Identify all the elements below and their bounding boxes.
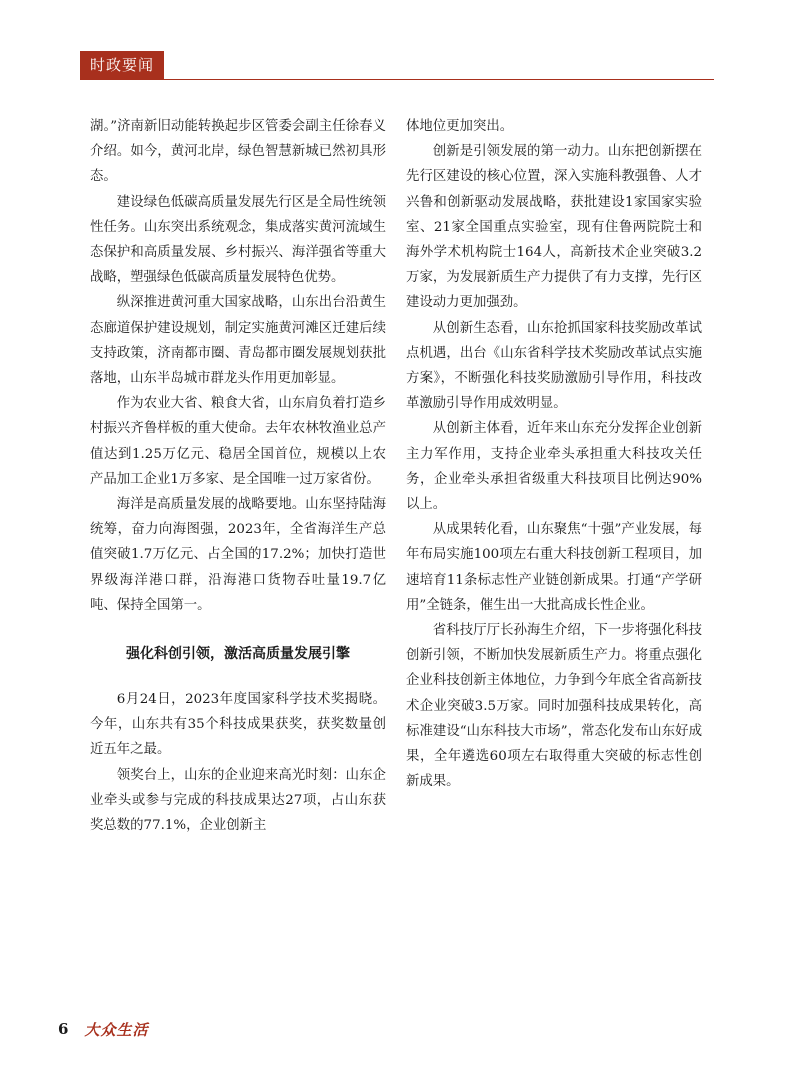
paragraph: 体地位更加突出。 <box>406 119 514 134</box>
paragraph: 6月24日，2023年度国家科学技术奖揭晓。今年，山东共有35个科技成果获奖，获奖数量创近五年之最。 <box>90 692 386 758</box>
paragraph: 领奖台上，山东的企业迎来高光时刻：山东企业牵头或参与完成的科技成果达27项，占山东获奖总数的77.1%，企业创新主 <box>90 767 386 834</box>
paragraph: 从成果转化看，山东聚焦“十强”产业发展，每年布局实施100项左右重大科技创新工程项目，加速培育11条标志性产业链创新成果。打通“产学研用”全链条，催生出一大批高成长性企业。 <box>406 522 702 613</box>
page-footer <box>58 1017 148 1041</box>
magazine-logo: 大众生活 <box>84 1020 149 1039</box>
left-column <box>90 114 386 838</box>
paragraph: 从创新生态看，山东抢抓国家科技奖励改革试点机遇，出台《山东省科学技术奖励改革试点实施方案》，不断强化科技奖励激励引导作用，科技改革激励引导作用成效明显。 <box>406 320 702 412</box>
section-tag: 时政要闻 <box>80 51 164 79</box>
paragraph: 创新是引领发展的第一动力。山东把创新摆在先行区建设的核心位置，深入实施科教强鲁、人才兴鲁和创新驱动发展战略，获批建设1家国家实验室、21家全国重点实验室，现有住鲁两院院士和海外学术机构院士164人，高新技术企业突破3.2万家，为发展新质生产力提供了有力支撑，先行区建设动力更加强劲。 <box>406 144 702 311</box>
section-heading: 强化科创引领，激活高质量发展引擎 <box>126 646 350 663</box>
page-number: 6 <box>58 1020 69 1038</box>
paragraph: 从创新主体看，近年来山东充分发挥企业创新主力军作用，支持企业牵头承担重大科技攻关任务，企业牵头承担省级重大科技项目比例达90%以上。 <box>406 421 702 513</box>
right-column <box>406 114 702 794</box>
paragraph: 湖。”济南新旧动能转换起步区管委会副主任徐春义介绍。如今，黄河北岸，绿色智慧新城已然初具形态。 <box>90 119 386 185</box>
paragraph: 省科技厅厅长孙海生介绍，下一步将强化科技创新引领，不断加快发展新质生产力。将重点强化企业科技创新主体地位，力争到今年底全省高新技术企业突破3.5万家。同时加强科技成果转化，高标准建设“山东科技大市场”，常态化发布山东好成果，全年遴选60项左右取得重大突破的标志性创新成果。 <box>406 623 702 790</box>
paragraph: 海洋是高质量发展的战略要地。山东坚持陆海统筹，奋力向海图强，2023年，全省海洋生产总值突破1.7万亿元、占全国的17.2%；加快打造世界级海洋港口群，沿海港口货物吞吐量19.7亿吨、保持全国第一。 <box>90 497 386 613</box>
header-rule <box>80 79 714 80</box>
paragraph: 纵深推进黄河重大国家战略，山东出台沿黄生态廊道保护建设规划，制定实施黄河滩区迁建后续支持政策，济南都市圈、青岛都市圈发展规划获批落地，山东半岛城市群龙头作用更加彰显。 <box>90 295 386 387</box>
paragraph: 作为农业大省、粮食大省，山东肩负着打造乡村振兴齐鲁样板的重大使命。去年农林牧渔业总产值达到1.25万亿元、稳居全国首位，规模以上农产品加工企业1万多家、是全国唯一过万家省份。 <box>90 396 386 487</box>
paragraph: 建设绿色低碳高质量发展先行区是全局性统领性任务。山东突出系统观念，集成落实黄河流域生态保护和高质量发展、乡村振兴、海洋强省等重大战略，塑强绿色低碳高质量发展特色优势。 <box>90 194 386 286</box>
